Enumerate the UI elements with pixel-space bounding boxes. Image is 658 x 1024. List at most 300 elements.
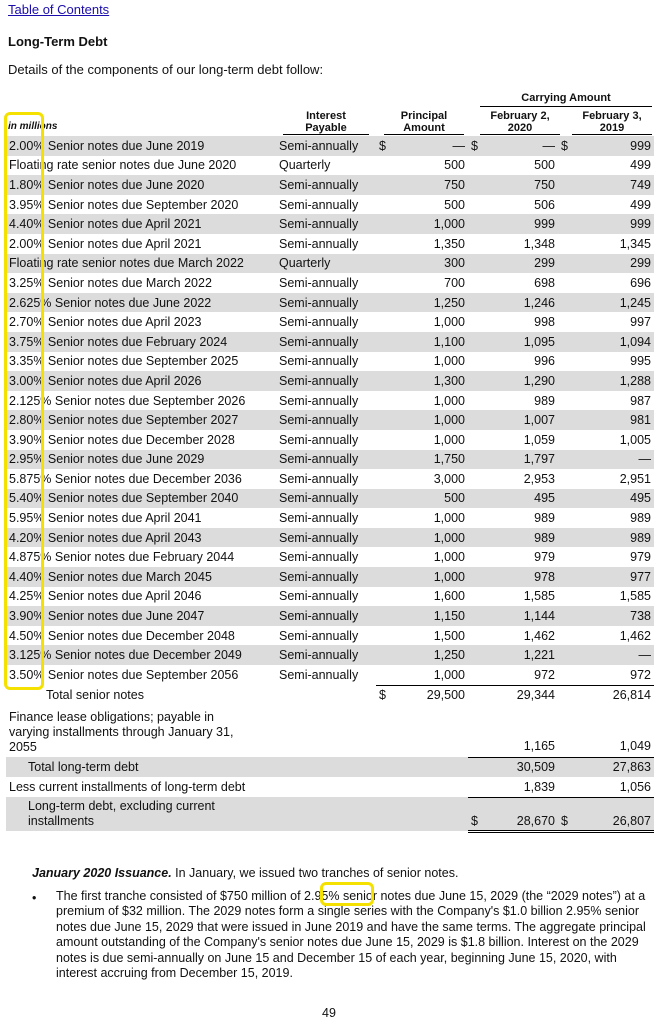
currency-symbol: $ [558, 797, 574, 831]
currency-symbol [558, 489, 574, 509]
currency-symbol [376, 371, 390, 391]
currency-symbol [376, 254, 390, 274]
interest-payable-header [283, 110, 369, 135]
interest-payable: Semi-annually [279, 668, 359, 683]
carrying-2020-cell: 972 [534, 667, 555, 682]
interest-payable: Semi-annually [276, 371, 376, 391]
empty-cell [276, 708, 376, 757]
bullet-glyph: • [32, 891, 37, 905]
debt-description: 2.95% Senior notes due June 2029 [6, 450, 276, 470]
interest-payable: Semi-annually [276, 175, 376, 195]
debt-description: 3.125% Senior notes due December 2049 [6, 645, 276, 665]
empty-cell [468, 757, 482, 777]
currency-symbol [558, 430, 574, 450]
carrying-2020-cell: 506 [534, 197, 555, 212]
carrying-2019-cell: 989 [574, 528, 654, 548]
interest-payable: Semi-annually [276, 645, 376, 665]
debt-description: 2.70% Senior notes due April 2023 [9, 315, 202, 330]
debt-description: 4.25% Senior notes due April 2046 [9, 589, 202, 604]
principal-cell: 1,150 [390, 606, 468, 626]
empty-cell [276, 797, 376, 831]
carrying-2019-cell: 999 [574, 214, 654, 234]
issuance-heading-line [32, 866, 458, 880]
currency-symbol [558, 528, 574, 548]
debt-description: 3.90% Senior notes due June 2047 [6, 606, 276, 626]
carrying-2020-cell: 979 [534, 550, 555, 565]
principal-cell: 1,600 [433, 589, 465, 604]
debt-description: 2.00% Senior notes due June 2019 [6, 136, 276, 156]
debt-description: 3.35% Senior notes due September 2025 [9, 354, 239, 369]
table-row [6, 665, 654, 685]
currency-symbol [468, 195, 482, 215]
table-row [6, 332, 654, 352]
currency-symbol [376, 195, 390, 215]
currency-symbol [468, 254, 482, 274]
currency-symbol [558, 254, 574, 274]
table-row [6, 234, 654, 254]
currency-symbol [468, 489, 482, 509]
carrying-2019-cell: 989 [630, 511, 651, 526]
debt-description: 3.95% Senior notes due September 2020 [9, 197, 239, 212]
carrying-2019-cell: — [574, 645, 654, 665]
debt-description: 2.125% Senior notes due September 2026 [9, 393, 246, 408]
carrying-2020-cell: 1,797 [482, 450, 558, 470]
empty-cell [390, 777, 468, 797]
principal-cell: 3,000 [433, 471, 465, 486]
principal-cell: 1,350 [433, 236, 465, 251]
currency-symbol [468, 508, 482, 528]
currency-symbol [376, 430, 390, 450]
header-line: Interest [306, 110, 346, 122]
currency-symbol [468, 567, 482, 587]
currency-symbol: $ [468, 797, 482, 831]
currency-symbol [468, 528, 482, 548]
currency-symbol [558, 606, 574, 626]
currency-symbol [558, 332, 574, 352]
currency-symbol [376, 567, 390, 587]
carrying-2020-cell: 1,348 [523, 236, 555, 251]
label-line: 2055 [9, 740, 37, 754]
currency-symbol [376, 528, 390, 548]
debt-description: 2.00% Senior notes due April 2021 [9, 236, 202, 251]
less-current-installments-row [6, 777, 654, 797]
table-row [6, 214, 654, 234]
table-row [6, 195, 654, 215]
carrying-2019-cell: 696 [630, 275, 651, 290]
empty-cell [376, 797, 390, 831]
debt-description: Floating rate senior notes due March 2022 [6, 254, 276, 274]
currency-symbol: $ [376, 685, 390, 705]
currency-symbol [468, 469, 482, 489]
debt-description: 2.80% Senior notes due September 2027 [6, 410, 276, 430]
carrying-2020-cell: 1,165 [523, 738, 555, 753]
principal-cell: 29,500 [390, 685, 468, 705]
currency-symbol [558, 195, 574, 215]
principal-cell: 1,000 [390, 214, 468, 234]
currency-symbol [468, 312, 482, 332]
principal-cell: 1,000 [433, 511, 465, 526]
currency-symbol [376, 645, 390, 665]
carrying-2019-cell: 299 [574, 254, 654, 274]
carrying-2020-cell: 500 [534, 158, 555, 173]
carrying-2020-cell: 1,095 [482, 332, 558, 352]
row-label [6, 708, 276, 757]
interest-payable: Semi-annually [279, 393, 359, 408]
currency-symbol [376, 508, 390, 528]
principal-cell: 1,300 [390, 371, 468, 391]
currency-symbol [558, 587, 574, 607]
carrying-2020-cell: 978 [482, 567, 558, 587]
currency-symbol [468, 430, 482, 450]
interest-payable: Semi-annually [279, 432, 359, 447]
carrying-2020-cell: 30,509 [482, 757, 558, 777]
empty-cell [376, 708, 390, 757]
carrying-2019-cell: 1,049 [619, 738, 651, 753]
carrying-2020-cell: 29,344 [482, 685, 558, 705]
currency-symbol [468, 645, 482, 665]
section-intro: Details of the components of our long-term debt follow: [8, 62, 324, 77]
long-term-debt-summary [6, 708, 654, 833]
principal-cell: 1,500 [433, 628, 465, 643]
currency-symbol [558, 273, 574, 293]
currency-symbol [558, 352, 574, 372]
header-line: 2020 [507, 122, 533, 134]
interest-payable: Semi-annually [276, 410, 376, 430]
debt-description: 4.40% Senior notes due March 2045 [6, 567, 276, 587]
currency-symbol [376, 587, 390, 607]
principal-cell: 1,000 [433, 667, 465, 682]
table-of-contents-link[interactable]: Table of Contents [8, 2, 110, 17]
carrying-2020-cell: 999 [482, 214, 558, 234]
header-line: February 2, [490, 110, 550, 122]
long-term-debt-excluding-current-row [6, 797, 654, 831]
currency-symbol [376, 332, 390, 352]
carrying-2020-cell: 299 [482, 254, 558, 274]
carrying-2020-cell: 2,953 [523, 471, 555, 486]
senior-notes-table [6, 136, 654, 705]
debt-description: 5.875% Senior notes due December 2036 [9, 471, 242, 486]
currency-symbol [376, 234, 390, 254]
table-row [6, 489, 654, 509]
total-senior-notes-row [6, 685, 654, 705]
debt-description: 4.50% Senior notes due December 2048 [9, 628, 235, 643]
debt-description: 5.40% Senior notes due September 2040 [6, 489, 276, 509]
table-row [6, 175, 654, 195]
principal-cell: 1,000 [433, 432, 465, 447]
currency-symbol [468, 371, 482, 391]
interest-payable: Semi-annually [276, 136, 376, 156]
carrying-2020-cell: 1,144 [482, 606, 558, 626]
currency-symbol [376, 665, 390, 685]
table-row [6, 391, 654, 411]
carrying-amount-header: Carrying Amount [480, 92, 652, 107]
table-row [6, 528, 654, 548]
currency-symbol [468, 587, 482, 607]
carrying-2020-cell: 996 [534, 354, 555, 369]
principal-cell: 500 [444, 158, 465, 173]
interest-payable: Semi-annually [276, 489, 376, 509]
carrying-2019-cell: 979 [630, 550, 651, 565]
currency-symbol [376, 469, 390, 489]
carrying-2020-cell: 1,246 [482, 293, 558, 313]
interest-payable: Semi-annually [279, 628, 359, 643]
table-row [6, 312, 654, 332]
table-row [6, 587, 654, 607]
currency-symbol [558, 450, 574, 470]
table-row [6, 430, 654, 450]
currency-symbol [376, 175, 390, 195]
carrying-2020-cell: 1,462 [523, 628, 555, 643]
carrying-2019-cell: 2,951 [619, 471, 651, 486]
interest-payable: Semi-annually [279, 236, 359, 251]
row-label: Total long-term debt [6, 757, 276, 777]
carrying-2020-cell: — [482, 136, 558, 156]
carrying-2020-cell: 28,670 [482, 797, 558, 831]
currency-symbol [376, 489, 390, 509]
debt-description: 3.75% Senior notes due February 2024 [6, 332, 276, 352]
carrying-2019-cell: 1,245 [574, 293, 654, 313]
carrying-2019-cell: 1,094 [574, 332, 654, 352]
carrying-2019-cell: 981 [574, 410, 654, 430]
currency-symbol [468, 234, 482, 254]
carrying-2019-cell: 499 [630, 158, 651, 173]
interest-payable: Quarterly [276, 254, 376, 274]
debt-description: 3.25% Senior notes due March 2022 [9, 275, 212, 290]
currency-symbol [468, 665, 482, 685]
carrying-2019-cell: 997 [630, 315, 651, 330]
currency-symbol [376, 450, 390, 470]
currency-symbol [468, 214, 482, 234]
carrying-2020-cell: 1,585 [523, 589, 555, 604]
label-line: Long-term debt, excluding current [28, 799, 215, 813]
table-row [6, 547, 654, 567]
currency-symbol [468, 450, 482, 470]
page-number: 49 [322, 1006, 336, 1020]
issuance-paragraph: The first tranche consisted of $750 million of 2.95% senior notes due June 15, 2029 (the “2029 notes”) at a premium of $32 million. The 2029 notes form a single series with the Company's $1.0 billion 2.95% senior notes due June 15, 2029 that were issued in June 2019 and have the same terms. The aggregate principal amount outstanding of the Company's senior notes due June 15, 2029 is $1.8 billion. Interest on the 2029 notes is due semi-annually on June 15 and December 15 of each year, beginning June 15, 2020, with interest accruing from December 15, 2019. [56, 889, 646, 981]
interest-payable: Quarterly [279, 158, 331, 173]
currency-symbol: $ [558, 136, 574, 156]
currency-symbol [558, 391, 574, 411]
table-row [6, 450, 654, 470]
principal-cell: 1,750 [390, 450, 468, 470]
feb-2019-header [572, 110, 652, 135]
empty-cell [376, 777, 390, 797]
debt-description: 3.50% Senior notes due September 2056 [9, 668, 239, 683]
interest-payable: Semi-annually [279, 315, 359, 330]
carrying-2019-cell: 972 [630, 667, 651, 682]
debt-description: 1.80% Senior notes due June 2020 [6, 175, 276, 195]
interest-payable: Semi-annually [276, 567, 376, 587]
debt-description: 3.90% Senior notes due December 2028 [9, 432, 235, 447]
issuance-heading: January 2020 Issuance. [32, 866, 172, 880]
carrying-2019-cell: — [574, 450, 654, 470]
carrying-2019-cell: 27,863 [574, 757, 654, 777]
header-line: Amount [403, 122, 445, 134]
currency-symbol [558, 508, 574, 528]
currency-symbol [376, 391, 390, 411]
currency-symbol [558, 371, 574, 391]
empty-cell [390, 708, 468, 757]
empty-cell [276, 777, 376, 797]
currency-symbol [558, 665, 574, 685]
carrying-2020-cell: 1,290 [482, 371, 558, 391]
empty-cell [558, 757, 574, 777]
currency-symbol [376, 293, 390, 313]
table-row [6, 293, 654, 313]
currency-symbol [558, 626, 574, 646]
table-row [6, 352, 654, 372]
currency-symbol [468, 156, 482, 176]
carrying-2020-cell: 495 [482, 489, 558, 509]
empty-cell [390, 757, 468, 777]
principal-cell: 1,000 [390, 410, 468, 430]
table-row [6, 410, 654, 430]
debt-description: Floating rate senior notes due June 2020 [9, 158, 237, 173]
currency-symbol [468, 332, 482, 352]
debt-description: 4.40% Senior notes due April 2021 [6, 214, 276, 234]
carrying-2020-cell: 989 [534, 511, 555, 526]
principal-cell: 1,250 [390, 293, 468, 313]
interest-payable: Semi-annually [276, 293, 376, 313]
currency-symbol [376, 273, 390, 293]
currency-symbol [558, 214, 574, 234]
currency-symbol [558, 175, 574, 195]
carrying-2019-cell: 738 [574, 606, 654, 626]
principal-cell: 1,100 [390, 332, 468, 352]
currency-symbol [468, 606, 482, 626]
currency-symbol [558, 156, 574, 176]
currency-symbol [376, 352, 390, 372]
empty-cell [558, 777, 574, 797]
table-row [6, 136, 654, 156]
principal-cell: — [390, 136, 468, 156]
debt-description: 2.625% Senior notes due June 2022 [6, 293, 276, 313]
table-row [6, 645, 654, 665]
carrying-2019-cell: 999 [574, 136, 654, 156]
interest-payable: Semi-annually [276, 332, 376, 352]
currency-symbol [558, 410, 574, 430]
currency-symbol [468, 175, 482, 195]
principal-cell: 1,000 [433, 315, 465, 330]
carrying-2020-cell: 1,059 [523, 432, 555, 447]
carrying-2020-cell: 1,221 [482, 645, 558, 665]
currency-symbol [468, 293, 482, 313]
carrying-2019-cell: 1,585 [619, 589, 651, 604]
carrying-2019-cell: 1,005 [619, 432, 651, 447]
debt-description: 4.20% Senior notes due April 2043 [6, 528, 276, 548]
empty-cell [468, 708, 482, 757]
currency-symbol: $ [468, 136, 482, 156]
interest-payable: Semi-annually [276, 606, 376, 626]
empty-cell [390, 797, 468, 831]
principal-cell: 300 [390, 254, 468, 274]
debt-description: 4.875% Senior notes due February 2044 [9, 550, 235, 565]
table-row [6, 606, 654, 626]
currency-symbol [558, 547, 574, 567]
currency-symbol [376, 312, 390, 332]
currency-symbol [468, 626, 482, 646]
currency-symbol [468, 352, 482, 372]
interest-payable: Semi-annually [279, 354, 359, 369]
table-row [6, 567, 654, 587]
interest-payable: Semi-annually [279, 511, 359, 526]
carrying-2020-cell: 1,839 [523, 779, 555, 794]
carrying-2019-cell: 749 [574, 175, 654, 195]
interest-payable: Semi-annually [279, 471, 359, 486]
carrying-2020-cell: 750 [482, 175, 558, 195]
carrying-2019-cell: 1,462 [619, 628, 651, 643]
carrying-2019-cell: 987 [630, 393, 651, 408]
section-title: Long-Term Debt [8, 34, 108, 49]
table-row [6, 626, 654, 646]
table-row [6, 273, 654, 293]
carrying-2020-cell: 1,007 [482, 410, 558, 430]
empty-cell [276, 685, 376, 705]
currency-symbol [558, 469, 574, 489]
carrying-2020-cell: 989 [534, 393, 555, 408]
currency-symbol: $ [376, 136, 390, 156]
principal-amount-header [384, 110, 464, 135]
currency-symbol [376, 626, 390, 646]
carrying-2019-cell: 977 [574, 567, 654, 587]
table-row [6, 156, 654, 176]
interest-payable: Semi-annually [276, 450, 376, 470]
carrying-2019-cell: 26,814 [574, 685, 654, 705]
principal-cell: 1,250 [390, 645, 468, 665]
carrying-2019-cell: 26,807 [574, 797, 654, 831]
interest-payable: Semi-annually [279, 589, 359, 604]
empty-cell [468, 777, 482, 797]
empty-cell [558, 685, 574, 705]
total-long-term-debt-row [6, 757, 654, 777]
currency-symbol [376, 606, 390, 626]
carrying-2019-cell: 1,345 [619, 236, 651, 251]
carrying-2019-cell: 1,288 [574, 371, 654, 391]
currency-symbol [376, 547, 390, 567]
currency-symbol [468, 391, 482, 411]
finance-lease-row [6, 708, 654, 757]
header-line: 2019 [599, 122, 625, 134]
units-label: in millions [8, 121, 58, 132]
interest-payable: Semi-annually [276, 214, 376, 234]
carrying-2020-cell: 698 [534, 275, 555, 290]
interest-payable: Semi-annually [276, 528, 376, 548]
row-label: Less current installments of long-term debt [9, 780, 246, 794]
interest-payable: Semi-annually [279, 275, 359, 290]
carrying-2019-cell: 1,056 [619, 779, 651, 794]
currency-symbol [558, 645, 574, 665]
carrying-2020-cell: 998 [534, 315, 555, 330]
principal-cell: 500 [390, 489, 468, 509]
carrying-2019-cell: 499 [630, 197, 651, 212]
principal-cell: 1,000 [433, 550, 465, 565]
table-row [6, 371, 654, 391]
header-line: February 3, [582, 110, 642, 122]
label-line: installments [28, 814, 94, 828]
principal-cell: 1,000 [390, 567, 468, 587]
empty-cell [376, 757, 390, 777]
table-row [6, 469, 654, 489]
principal-cell: 500 [444, 197, 465, 212]
currency-symbol [558, 567, 574, 587]
row-label [6, 797, 276, 831]
table-row [6, 508, 654, 528]
label-line: varying installments through January 31, [9, 725, 234, 739]
currency-symbol [468, 410, 482, 430]
feb-2020-header [480, 110, 560, 135]
debt-description: 5.95% Senior notes due April 2041 [9, 511, 202, 526]
empty-cell [276, 757, 376, 777]
